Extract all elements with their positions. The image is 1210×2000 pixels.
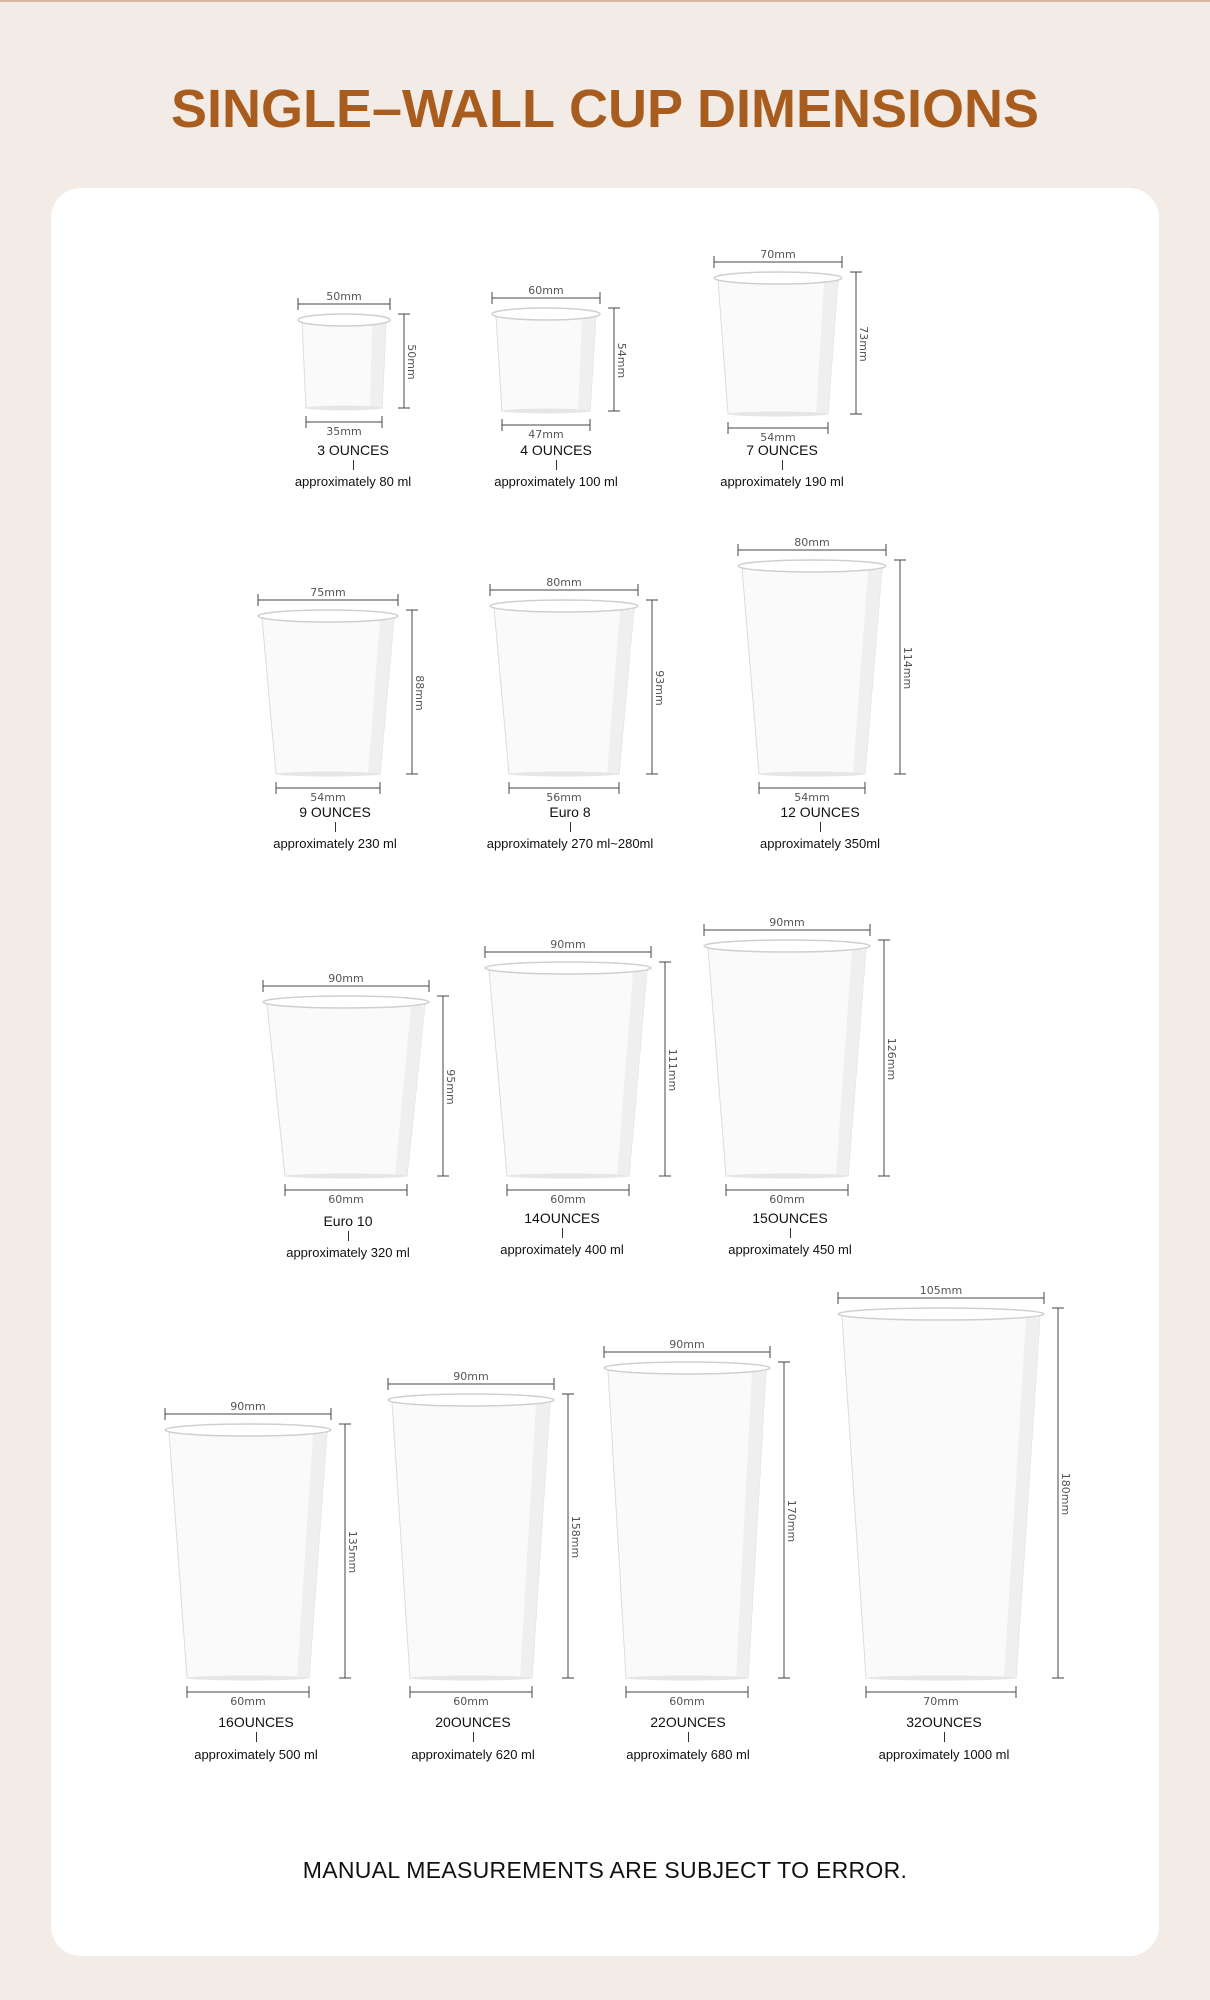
height-label: 114mm: [901, 646, 914, 690]
label-connector: [790, 1228, 791, 1238]
cup-volume: approximately 400 ml: [500, 1242, 624, 1257]
label-connector: [348, 1231, 349, 1241]
cup-volume: approximately 1000 ml: [878, 1747, 1010, 1762]
bottom-diameter-label: 60mm: [230, 1695, 266, 1708]
bottom-diameter-label: 47mm: [528, 428, 564, 441]
page-title: SINGLE–WALL CUP DIMENSIONS: [170, 79, 1040, 139]
cup-volume: approximately 80 ml: [294, 474, 412, 489]
height-label: 126mm: [885, 1037, 898, 1081]
label-connector: [556, 460, 557, 470]
bottom-diameter-label: 56mm: [546, 791, 582, 804]
bottom-diameter-label: 60mm: [769, 1193, 805, 1206]
top-diameter-label: 90mm: [769, 916, 805, 929]
cup-volume: approximately 500 ml: [194, 1747, 318, 1762]
bottom-diameter-label: 54mm: [310, 791, 346, 804]
label-connector: [473, 1732, 474, 1742]
cup-volume: approximately 350ml: [760, 836, 880, 851]
cup-size-name: 32OUNCES: [906, 1714, 982, 1730]
cup-size-name: 16OUNCES: [218, 1714, 294, 1730]
height-label: 170mm: [785, 1499, 798, 1543]
height-label: 111mm: [666, 1048, 679, 1092]
cup-size-name: 4 OUNCES: [520, 442, 592, 458]
height-label: 93mm: [653, 670, 666, 706]
bottom-diameter-label: 54mm: [794, 791, 830, 804]
cup-size-name: 15OUNCES: [752, 1210, 828, 1226]
cup-size-name: 7 OUNCES: [746, 442, 818, 458]
cup-volume: approximately 320 ml: [286, 1245, 410, 1260]
label-connector: [820, 822, 821, 832]
cup-volume: approximately 230 ml: [273, 836, 397, 851]
cup-size-name: Euro 8: [549, 804, 591, 820]
cup-size-name: 20OUNCES: [435, 1714, 511, 1730]
top-divider: [0, 0, 1210, 2]
top-diameter-label: 60mm: [528, 284, 564, 297]
cup-size-name: 14OUNCES: [524, 1210, 600, 1226]
bottom-diameter-label: 35mm: [326, 425, 362, 438]
top-diameter-label: 90mm: [230, 1400, 266, 1413]
cup-volume: approximately 620 ml: [411, 1747, 535, 1762]
bottom-diameter-label: 60mm: [669, 1695, 705, 1708]
bottom-diameter-label: 60mm: [453, 1695, 489, 1708]
bottom-diameter-label: 70mm: [923, 1695, 959, 1708]
height-label: 54mm: [615, 342, 628, 379]
cup-volume: approximately 270 ml~280ml: [486, 836, 654, 851]
label-connector: [256, 1732, 257, 1742]
top-diameter-label: 105mm: [919, 1284, 963, 1297]
height-label: 73mm: [857, 326, 870, 362]
top-diameter-label: 90mm: [328, 972, 364, 985]
label-connector: [335, 822, 336, 832]
cup-volume: approximately 680 ml: [626, 1747, 750, 1762]
bottom-diameter-label: 54mm: [760, 431, 796, 444]
label-connector: [570, 822, 571, 832]
top-diameter-label: 50mm: [326, 290, 362, 303]
label-connector: [688, 1732, 689, 1742]
cup-volume: approximately 190 ml: [720, 474, 844, 489]
cup-size-name: 3 OUNCES: [317, 442, 389, 458]
height-label: 180mm: [1059, 1472, 1072, 1516]
height-label: 158mm: [569, 1515, 582, 1559]
top-diameter-label: 70mm: [760, 248, 796, 261]
cup-volume: approximately 100 ml: [494, 474, 618, 489]
top-diameter-label: 80mm: [546, 576, 582, 589]
top-diameter-label: 90mm: [550, 938, 586, 951]
label-connector: [562, 1228, 563, 1238]
disclaimer-text: MANUAL MEASUREMENTS ARE SUBJECT TO ERROR.: [302, 1857, 908, 1883]
top-diameter-label: 90mm: [453, 1370, 489, 1383]
cup-size-name: 9 OUNCES: [299, 804, 371, 820]
height-label: 88mm: [413, 675, 426, 711]
bottom-diameter-label: 60mm: [550, 1193, 586, 1206]
height-label: 135mm: [346, 1530, 359, 1574]
cup-size-name: 12 OUNCES: [780, 804, 860, 820]
cup-volume: approximately 450 ml: [728, 1242, 852, 1257]
bottom-diameter-label: 60mm: [328, 1193, 364, 1206]
label-connector: [353, 460, 354, 470]
label-connector: [782, 460, 783, 470]
height-label: 95mm: [444, 1069, 457, 1105]
label-connector: [944, 1732, 945, 1742]
height-label: 50mm: [405, 344, 418, 380]
cup-size-name: 22OUNCES: [650, 1714, 726, 1730]
top-diameter-label: 75mm: [310, 586, 346, 599]
cup-size-name: Euro 10: [323, 1213, 373, 1229]
top-diameter-label: 80mm: [794, 536, 830, 549]
top-diameter-label: 90mm: [669, 1338, 705, 1351]
